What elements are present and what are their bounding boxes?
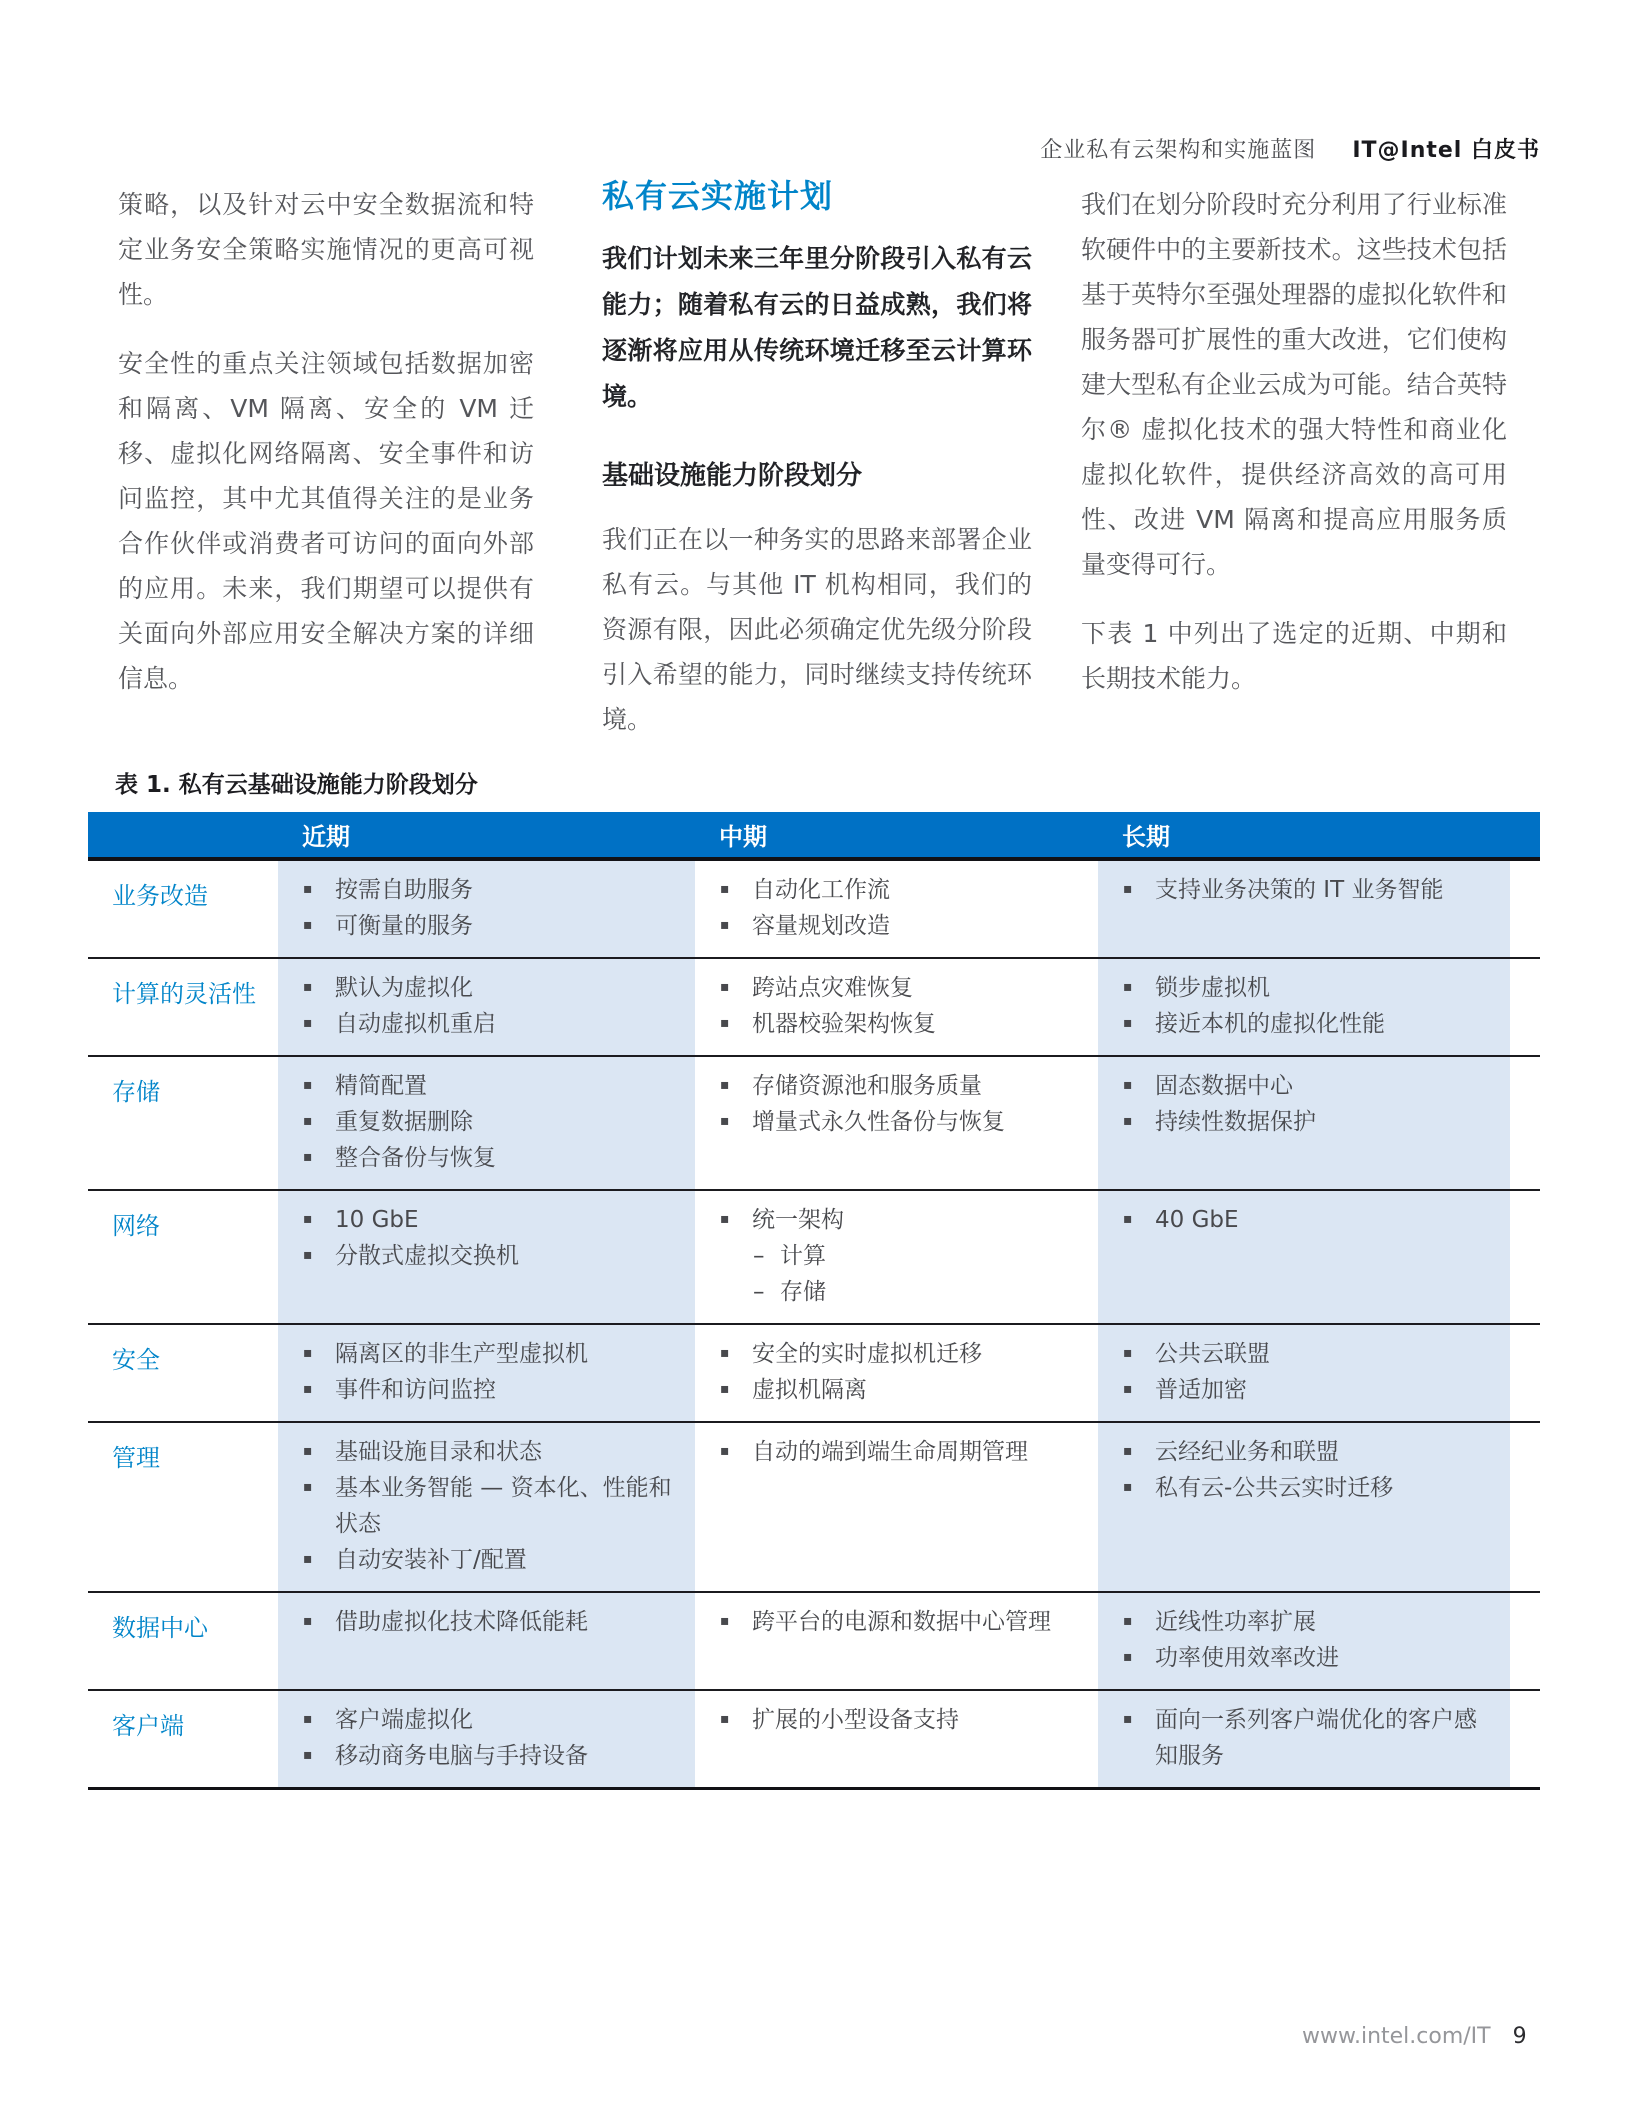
row-filler <box>1510 1055 1540 1189</box>
cell-mid-term <box>695 1189 1098 1323</box>
cell-near-term <box>278 957 695 1055</box>
table-body <box>88 861 1540 1790</box>
row-label: 网络 <box>88 1189 278 1323</box>
bullet-item: ▪ 事件和访问监控 <box>302 1372 681 1408</box>
cell-long-term <box>1098 1591 1510 1689</box>
row-label: 数据中心 <box>88 1591 278 1689</box>
cell-mid-term <box>695 1689 1098 1787</box>
bullet-item: ▪ 可衡量的服务 <box>302 908 681 944</box>
bullet-item: ▪ 持续性数据保护 <box>1122 1104 1496 1140</box>
bullet-item: ▪ 统一架构 <box>719 1202 1084 1238</box>
bullet-item: ▪ 近线性功率扩展 <box>1122 1604 1496 1640</box>
column-header-mid: 中期 <box>719 823 767 851</box>
bullet-item: ▪ 机器校验架构恢复 <box>719 1006 1084 1042</box>
bullet-item: ▪ 固态数据中心 <box>1122 1068 1496 1104</box>
bullet-item: ▪ 移动商务电脑与手持设备 <box>302 1738 681 1774</box>
capability-table <box>88 812 1540 1790</box>
row-label: 存储 <box>88 1055 278 1189</box>
intro-paragraph: 我们计划未来三年里分阶段引入私有云能力；随着私有云的日益成熟，我们将逐渐将应用从传统环境迁移至云计算环境。 <box>602 244 1032 411</box>
bullet-item: ▪ 容量规划改造 <box>719 908 1084 944</box>
row-label: 安全 <box>88 1323 278 1421</box>
bullet-item: ▪ 基本业务智能 — 资本化、性能和状态 <box>302 1470 681 1542</box>
bullet-item: ▪ 分散式虚拟交换机 <box>302 1238 681 1274</box>
bullet-item: ▪ 安全的实时虚拟机迁移 <box>719 1336 1084 1372</box>
cell-near-term <box>278 1055 695 1189</box>
cell-long-term <box>1098 1055 1510 1189</box>
bullet-item: ▪ 支持业务决策的 IT 业务智能 <box>1122 872 1496 908</box>
row-label: 管理 <box>88 1421 278 1591</box>
column-header-near: 近期 <box>302 823 350 851</box>
bullet-item: ▪ 按需自助服务 <box>302 872 681 908</box>
footer-url: www.intel.com/IT <box>1302 2024 1491 2049</box>
row-label: 计算的灵活性 <box>88 957 278 1055</box>
section-title: 私有云实施计划 <box>602 177 834 215</box>
bullet-item: ▪ 自动化工作流 <box>719 872 1084 908</box>
cell-near-term <box>278 1689 695 1787</box>
cell-mid-term <box>695 1591 1098 1689</box>
bullet-item: ▪ 存储资源池和服务质量 <box>719 1068 1084 1104</box>
table-caption: 表 1. 私有云基础设施能力阶段划分 <box>115 772 478 798</box>
sub-item: – 计算 <box>719 1238 1084 1274</box>
cell-mid-term <box>695 1055 1098 1189</box>
bullet-item: ▪ 10 GbE <box>302 1202 681 1238</box>
sub-item: – 存储 <box>719 1274 1084 1310</box>
table-header-row <box>88 812 1540 861</box>
column-header-long: 长期 <box>1122 823 1170 851</box>
paragraph: 我们在划分阶段时充分利用了行业标准软硬件中的主要新技术。这些技术包括基于英特尔至强处理器的虚拟化软件和服务器可扩展性的重大改进，它们使构建大型私有企业云成为可能。结合英特尔® 虚拟化技术的强大特性和商业化虚拟化软件，提供经济高效的高可用性、改进 VM 隔离和提高应用服务质量变得可行。 <box>1081 190 1507 579</box>
bullet-item: ▪ 扩展的小型设备支持 <box>719 1702 1084 1738</box>
cell-near-term <box>278 1591 695 1689</box>
bullet-item: ▪ 自动的端到端生命周期管理 <box>719 1434 1084 1470</box>
bullet-item: ▪ 虚拟机隔离 <box>719 1372 1084 1408</box>
bullet-item: ▪ 面向一系列客户端优化的客户感知服务 <box>1122 1702 1496 1774</box>
row-label: 业务改造 <box>88 861 278 957</box>
row-filler <box>1510 1689 1540 1787</box>
bullet-item: ▪ 跨站点灾难恢复 <box>719 970 1084 1006</box>
page-footer <box>1302 2024 1527 2049</box>
cell-near-term <box>278 1323 695 1421</box>
bullet-item: ▪ 自动虚拟机重启 <box>302 1006 681 1042</box>
cell-near-term <box>278 861 695 957</box>
document-title: 企业私有云架构和实施蓝图 <box>1040 138 1317 163</box>
cell-long-term <box>1098 1689 1510 1787</box>
paragraph: 策略，以及针对云中安全数据流和特定业务安全策略实施情况的更高可视性。 <box>118 190 534 309</box>
cell-mid-term <box>695 1421 1098 1591</box>
bullet-item: ▪ 私有云-公共云实时迁移 <box>1122 1470 1496 1506</box>
cell-long-term <box>1098 1421 1510 1591</box>
row-filler <box>1510 957 1540 1055</box>
bullet-item: ▪ 跨平台的电源和数据中心管理 <box>719 1604 1084 1640</box>
cell-long-term <box>1098 1323 1510 1421</box>
bullet-item: ▪ 功率使用效率改进 <box>1122 1640 1496 1676</box>
bullet-item: ▪ 隔离区的非生产型虚拟机 <box>302 1336 681 1372</box>
bullet-item: ▪ 增量式永久性备份与恢复 <box>719 1104 1084 1140</box>
text-column-right <box>1081 182 1507 725</box>
cell-mid-term <box>695 861 1098 957</box>
cell-long-term <box>1098 861 1510 957</box>
row-filler <box>1510 1189 1540 1323</box>
bullet-item: ▪ 客户端虚拟化 <box>302 1702 681 1738</box>
subsection-title: 基础设施能力阶段划分 <box>602 461 863 491</box>
row-filler <box>1510 1421 1540 1591</box>
bullet-item: ▪ 普适加密 <box>1122 1372 1496 1408</box>
cell-long-term <box>1098 1189 1510 1323</box>
bullet-item: ▪ 公共云联盟 <box>1122 1336 1496 1372</box>
cell-mid-term <box>695 957 1098 1055</box>
text-column-center <box>602 176 1032 766</box>
bullet-item: ▪ 40 GbE <box>1122 1202 1496 1238</box>
row-filler <box>1510 1591 1540 1689</box>
cell-near-term <box>278 1421 695 1591</box>
page-number: 9 <box>1512 2024 1527 2049</box>
bullet-item: ▪ 锁步虚拟机 <box>1122 970 1496 1006</box>
brand-label: IT@Intel 白皮书 <box>1352 138 1540 163</box>
cell-near-term <box>278 1189 695 1323</box>
text-column-left <box>118 182 534 725</box>
bullet-item: ▪ 自动安装补丁/配置 <box>302 1542 681 1578</box>
paragraph: 下表 1 中列出了选定的近期、中期和长期技术能力。 <box>1081 619 1507 693</box>
cell-mid-term <box>695 1323 1098 1421</box>
paragraph: 我们正在以一种务实的思路来部署企业私有云。与其他 IT 机构相同，我们的资源有限，因此必须确定优先级分阶段引入希望的能力，同时继续支持传统环境。 <box>602 525 1032 734</box>
row-label: 客户端 <box>88 1689 278 1787</box>
cell-long-term <box>1098 957 1510 1055</box>
row-filler <box>1510 1323 1540 1421</box>
paragraph: 安全性的重点关注领域包括数据加密和隔离、VM 隔离、安全的 VM 迁移、虚拟化网络隔离、安全事件和访问监控，其中尤其值得关注的是业务合作伙伴或消费者可访问的面向外部的应用。未来，我们期望可以提供有关面向外部应用安全解决方案的详细信息。 <box>118 349 534 693</box>
bullet-item: ▪ 云经纪业务和联盟 <box>1122 1434 1496 1470</box>
bullet-item: ▪ 整合备份与恢复 <box>302 1140 681 1176</box>
bullet-item: ▪ 重复数据删除 <box>302 1104 681 1140</box>
bullet-item: ▪ 接近本机的虚拟化性能 <box>1122 1006 1496 1042</box>
bullet-item: ▪ 默认为虚拟化 <box>302 970 681 1006</box>
bullet-item: ▪ 基础设施目录和状态 <box>302 1434 681 1470</box>
page-header <box>1040 133 1540 164</box>
row-filler <box>1510 861 1540 957</box>
bullet-item: ▪ 精简配置 <box>302 1068 681 1104</box>
bullet-item: ▪ 借助虚拟化技术降低能耗 <box>302 1604 681 1640</box>
